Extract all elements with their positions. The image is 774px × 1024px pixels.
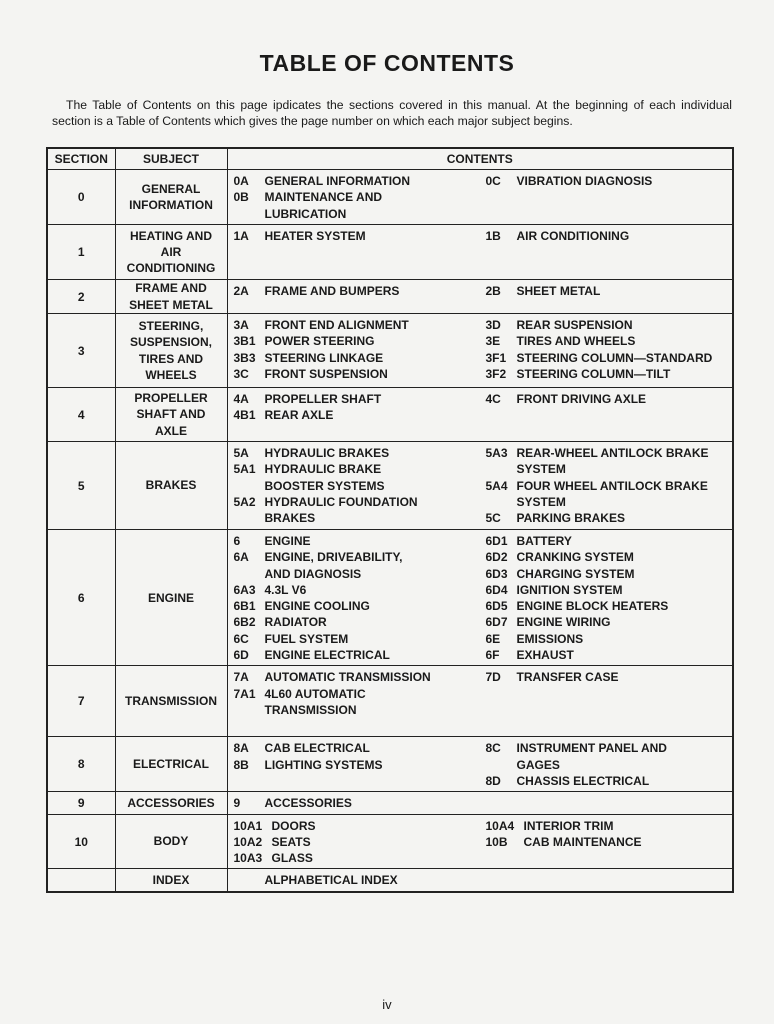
entry-title: HEATER SYSTEM <box>264 229 366 243</box>
entry-code: 0C <box>485 174 501 188</box>
contents-columns <box>234 173 727 222</box>
entry-title: MAINTENANCE AND <box>264 190 383 205</box>
entry-title: RADIATOR <box>264 615 327 630</box>
subject-line: AIR <box>160 244 182 259</box>
contents-columns <box>234 669 727 718</box>
entry-code <box>234 206 265 222</box>
subject-line: TRANSMISSION <box>124 694 217 709</box>
contents-columns <box>234 317 727 382</box>
entry-title: VIBRATION DIAGNOSIS <box>516 174 653 188</box>
entry-title: TRANSMISSION <box>264 702 357 717</box>
contents-entry <box>486 631 727 647</box>
header-contents: CONTENTS <box>227 148 733 170</box>
contents-entry <box>234 757 486 773</box>
page-title: TABLE OF CONTENTS <box>259 50 515 76</box>
contents-left-column <box>234 228 486 244</box>
entry-code: 6D1 <box>485 534 508 548</box>
contents-entry <box>234 206 486 222</box>
entry-title: POWER STEERING <box>264 334 375 349</box>
subject-line: ELECTRICAL <box>133 757 209 772</box>
table-row <box>47 280 733 314</box>
contents-entry <box>486 598 727 614</box>
entry-title: AND DIAGNOSIS <box>264 566 362 581</box>
table-row <box>47 869 733 892</box>
section-subject <box>115 388 227 442</box>
entry-title: INTERIOR TRIM <box>523 818 614 833</box>
entry-title: 4L60 AUTOMATIC <box>264 686 366 701</box>
section-contents <box>227 388 733 442</box>
contents-right-column <box>486 391 727 424</box>
section-subject <box>115 442 227 530</box>
subject-line: WHEELS <box>145 367 197 382</box>
section-contents <box>227 530 733 666</box>
entry-code: 10B <box>485 834 508 849</box>
contents-left-column <box>234 872 486 888</box>
entry-title: PROPELLER SHAFT <box>264 392 382 406</box>
entry-code: 5C <box>485 511 501 526</box>
subject-line: INDEX <box>152 872 190 887</box>
entry-code <box>234 510 265 526</box>
contents-entry <box>234 631 486 647</box>
entry-title: CHASSIS ELECTRICAL <box>516 773 650 788</box>
section-number: 5 <box>47 442 115 530</box>
entry-code: 8D <box>485 773 501 788</box>
contents-right-column <box>486 317 727 382</box>
contents-right-column <box>486 228 727 244</box>
contents-entry <box>234 566 486 582</box>
contents-right-column <box>486 795 727 811</box>
contents-right-column <box>486 283 727 299</box>
entry-title: DOORS <box>271 818 316 833</box>
contents-left-column <box>234 669 486 718</box>
contents-entry <box>486 350 727 366</box>
contents-entry <box>486 647 727 663</box>
entry-code: 3C <box>233 366 249 381</box>
entry-title: TRANSFER CASE <box>516 670 619 685</box>
entry-title: EXHAUST <box>516 648 574 663</box>
entry-code: 3B3 <box>233 350 256 365</box>
entry-code: 6B1 <box>233 599 256 614</box>
entry-code: 3E <box>485 334 501 349</box>
contents-entry <box>234 614 486 630</box>
entry-code: 0A <box>233 174 249 188</box>
contents-columns <box>234 283 727 299</box>
entry-code: 3F1 <box>485 350 507 365</box>
section-contents <box>227 442 733 530</box>
table-row <box>47 530 733 666</box>
contents-entry <box>234 445 486 461</box>
section-number: 10 <box>47 814 115 869</box>
contents-entry <box>234 350 486 366</box>
section-number: 7 <box>47 666 115 737</box>
entry-code: 2A <box>233 284 249 298</box>
contents-entry <box>234 228 486 244</box>
entry-code: 10A4 <box>485 818 515 833</box>
section-contents <box>227 869 733 892</box>
header-subject: SUBJECT <box>115 148 227 170</box>
entry-code: 3F2 <box>485 366 507 381</box>
subject-line: SUSPENSION, <box>129 335 213 350</box>
entry-code: 6D2 <box>485 550 508 565</box>
contents-left-column <box>234 818 486 867</box>
contents-left-column <box>234 740 486 789</box>
entry-code: 7A1 <box>233 686 256 701</box>
contents-entry <box>234 333 486 349</box>
contents-entry <box>486 510 727 526</box>
contents-entry <box>486 391 727 407</box>
header-section: SECTION <box>47 148 115 170</box>
contents-entry <box>234 647 486 663</box>
entry-code: 6D3 <box>485 566 508 581</box>
entry-code: 5A2 <box>233 494 256 509</box>
section-subject <box>115 170 227 225</box>
subject-line: FRAME AND <box>135 281 207 296</box>
entry-title: EMISSIONS <box>516 631 584 646</box>
subject-line: TIRES AND <box>138 351 204 366</box>
entry-title: ENGINE <box>264 534 311 548</box>
subject-line: PROPELLER <box>134 391 208 406</box>
entry-title: FRONT END ALIGNMENT <box>264 318 409 332</box>
entry-code: 8B <box>233 757 249 772</box>
contents-entry <box>486 533 727 549</box>
entry-title: HYDRAULIC FOUNDATION <box>264 494 418 509</box>
contents-entry <box>234 834 486 850</box>
subject-line: ENGINE <box>147 590 194 605</box>
contents-left-column <box>234 445 486 526</box>
section-contents <box>227 314 733 388</box>
entry-title: AIR CONDITIONING <box>516 229 630 243</box>
entry-title: ENGINE COOLING <box>264 599 370 614</box>
section-contents <box>227 814 733 869</box>
entry-title: AUTOMATIC TRANSMISSION <box>264 670 431 685</box>
entry-title: FRAME AND BUMPERS <box>264 284 400 298</box>
table-row <box>47 442 733 530</box>
contents-right-column <box>486 669 727 718</box>
contents-columns <box>234 872 727 888</box>
entry-title: INSTRUMENT PANEL AND <box>516 741 667 756</box>
entry-title: REAR SUSPENSION <box>516 318 633 332</box>
entry-title: LIGHTING SYSTEMS <box>264 757 383 772</box>
entry-code: 6F <box>485 648 500 663</box>
entry-code: 6D7 <box>485 615 508 630</box>
entry-title: STEERING COLUMN—TILT <box>516 366 671 381</box>
entry-title: CRANKING SYSTEM <box>516 550 634 565</box>
contents-entry <box>486 834 727 850</box>
entry-code: 6A3 <box>233 582 256 597</box>
entry-code: 4A <box>233 392 249 406</box>
contents-left-column <box>234 317 486 382</box>
contents-entry <box>234 818 486 834</box>
contents-left-column <box>234 283 486 299</box>
contents-entry <box>234 702 486 718</box>
contents-entry <box>234 740 486 756</box>
subject-line: BODY <box>153 834 189 849</box>
entry-code <box>234 702 265 718</box>
subject-line: BRAKES <box>145 478 197 493</box>
contents-entry <box>234 189 486 205</box>
section-contents <box>227 280 733 314</box>
entry-title: BOOSTER SYSTEMS <box>264 478 385 493</box>
entry-title: BRAKES <box>264 511 316 526</box>
section-number <box>47 869 115 892</box>
contents-entry <box>234 582 486 598</box>
entry-title: ENGINE WIRING <box>516 615 611 630</box>
subject-line: SHAFT AND <box>136 407 206 422</box>
entry-title: SYSTEM <box>516 462 566 477</box>
entry-title: CAB ELECTRICAL <box>264 741 370 756</box>
contents-entry <box>486 333 727 349</box>
contents-entry <box>234 478 486 494</box>
contents-right-column <box>486 740 727 789</box>
section-subject <box>115 792 227 814</box>
contents-left-column <box>234 391 486 424</box>
entry-title: FOUR WHEEL ANTILOCK BRAKE <box>516 478 708 493</box>
section-number: 0 <box>47 170 115 225</box>
table-row <box>47 792 733 814</box>
contents-entry <box>234 407 486 423</box>
entry-title: STEERING LINKAGE <box>264 350 384 365</box>
contents-columns <box>234 533 727 663</box>
entry-title: FUEL SYSTEM <box>264 631 349 646</box>
intro-paragraph: The Table of Contents on this page ipdicates the sections covered in this manual. At the beginning of each individual section is a Table of Contents which gives the page number on which each major subject begins. <box>52 98 732 128</box>
section-contents <box>227 737 733 792</box>
entry-code: 6D <box>233 648 249 663</box>
subject-line: ACCESSORIES <box>127 795 215 810</box>
entry-code <box>234 566 265 582</box>
contents-right-column <box>486 872 727 888</box>
contents-entry <box>486 173 727 189</box>
entry-title: SHEET METAL <box>516 284 601 298</box>
entry-title: REAR AXLE <box>264 408 334 423</box>
entry-code: 6A <box>233 550 249 565</box>
contents-entry <box>234 510 486 526</box>
contents-entry <box>486 494 727 510</box>
subject-line: INFORMATION <box>129 198 213 212</box>
contents-entry <box>486 614 727 630</box>
entry-title: SEATS <box>271 834 311 849</box>
entry-title: TIRES AND WHEELS <box>516 334 636 349</box>
contents-columns <box>234 391 727 424</box>
section-subject <box>115 666 227 737</box>
entry-code: 6 <box>233 534 241 548</box>
subject-line: GENERAL <box>141 181 201 196</box>
entry-code: 6D4 <box>485 582 508 597</box>
contents-entry <box>486 317 727 333</box>
contents-left-column <box>234 173 486 222</box>
entry-title: HYDRAULIC BRAKE <box>264 462 382 477</box>
contents-entry <box>486 283 727 299</box>
subject-line: CONDITIONING <box>126 261 216 276</box>
contents-entry <box>486 773 727 789</box>
entry-title: 4.3L V6 <box>264 582 307 597</box>
table-row <box>47 814 733 869</box>
contents-entry <box>486 445 727 461</box>
toc-table <box>46 147 734 893</box>
contents-entry <box>234 366 486 382</box>
contents-entry <box>486 757 727 773</box>
entry-code: 9 <box>233 796 241 811</box>
contents-entry <box>234 317 486 333</box>
subject-line: AXLE <box>154 423 187 438</box>
entry-code: 5A3 <box>485 446 508 460</box>
contents-entry <box>234 795 486 811</box>
contents-entry <box>234 598 486 614</box>
contents-entry <box>486 740 727 756</box>
section-subject <box>115 225 227 280</box>
entry-title: BATTERY <box>516 534 572 548</box>
entry-code: 3D <box>485 318 501 332</box>
section-number: 6 <box>47 530 115 666</box>
entry-code <box>234 478 265 494</box>
section-number: 2 <box>47 280 115 314</box>
entry-title: GENERAL INFORMATION <box>264 174 411 188</box>
table-header-row <box>47 148 733 170</box>
entry-title: FRONT SUSPENSION <box>264 366 388 381</box>
entry-code: 10A3 <box>233 851 263 866</box>
contents-entry <box>234 872 486 888</box>
table-row <box>47 170 733 225</box>
entry-code: 1A <box>233 229 249 243</box>
contents-entry <box>234 850 486 866</box>
entry-title: FRONT DRIVING AXLE <box>516 392 647 406</box>
entry-title: CHARGING SYSTEM <box>516 566 635 581</box>
table-row <box>47 225 733 280</box>
contents-columns <box>234 445 727 526</box>
entry-title: LUBRICATION <box>264 206 347 221</box>
contents-left-column <box>234 533 486 663</box>
entry-code: 4C <box>485 392 501 406</box>
section-subject <box>115 814 227 869</box>
contents-columns <box>234 740 727 789</box>
section-number: 1 <box>47 225 115 280</box>
contents-entry <box>234 283 486 299</box>
entry-code: 4B1 <box>233 408 256 423</box>
entry-code: 5A4 <box>485 478 508 493</box>
entry-code <box>486 461 517 477</box>
entry-code: 6E <box>485 631 501 646</box>
entry-title: HYDRAULIC BRAKES <box>264 446 390 460</box>
entry-title: ENGINE BLOCK HEATERS <box>516 599 669 614</box>
contents-entry <box>486 549 727 565</box>
section-contents <box>227 170 733 225</box>
section-subject <box>115 869 227 892</box>
entry-title: PARKING BRAKES <box>516 511 625 526</box>
entry-code: 6D5 <box>485 599 508 614</box>
section-subject <box>115 314 227 388</box>
table-row <box>47 666 733 737</box>
contents-entry <box>234 686 486 702</box>
contents-right-column <box>486 818 727 867</box>
section-number: 9 <box>47 792 115 814</box>
table-row <box>47 314 733 388</box>
section-subject <box>115 530 227 666</box>
contents-entry <box>234 461 486 477</box>
entry-code: 7D <box>485 670 501 685</box>
contents-right-column <box>486 445 727 526</box>
entry-code: 10A1 <box>233 818 263 833</box>
section-number: 8 <box>47 737 115 792</box>
entry-title: SYSTEM <box>516 494 566 509</box>
contents-entry <box>486 818 727 834</box>
contents-right-column <box>486 533 727 663</box>
entry-code: 7A <box>233 670 249 685</box>
contents-entry <box>234 549 486 565</box>
contents-entry <box>234 173 486 189</box>
section-number: 4 <box>47 388 115 442</box>
entry-code: 3A <box>233 318 249 332</box>
subject-line: HEATING AND <box>130 228 212 243</box>
entry-title: ENGINE ELECTRICAL <box>264 648 390 663</box>
entry-title: ALPHABETICAL INDEX <box>264 873 398 888</box>
entry-code: 6B2 <box>233 615 256 630</box>
subject-line: STEERING, <box>138 318 204 333</box>
entry-code: 2B <box>485 284 501 298</box>
section-contents <box>227 792 733 814</box>
entry-code <box>486 757 517 773</box>
contents-entry <box>486 228 727 244</box>
contents-entry <box>234 391 486 407</box>
entry-code: 0B <box>233 190 249 205</box>
entry-code: 3B1 <box>233 334 256 349</box>
entry-title: GLASS <box>271 851 313 866</box>
entry-code <box>234 872 265 888</box>
entry-code: 5A <box>233 446 249 460</box>
contents-left-column <box>234 795 486 811</box>
contents-entry <box>234 494 486 510</box>
contents-entry <box>486 461 727 477</box>
entry-title: REAR-WHEEL ANTILOCK BRAKE <box>516 446 709 460</box>
entry-code: 1B <box>485 229 501 243</box>
contents-entry <box>486 669 727 685</box>
entry-code <box>486 494 517 510</box>
subject-line: SHEET METAL <box>129 297 213 312</box>
section-subject <box>115 737 227 792</box>
entry-code: 8C <box>485 741 501 756</box>
contents-columns <box>234 795 727 811</box>
entry-title: CAB MAINTENANCE <box>523 834 642 849</box>
entry-title: STEERING COLUMN—STANDARD <box>516 350 713 365</box>
contents-entry <box>486 582 727 598</box>
section-subject <box>115 280 227 314</box>
section-number: 3 <box>47 314 115 388</box>
contents-columns <box>234 818 727 867</box>
entry-code: 8A <box>233 741 249 756</box>
table-row <box>47 737 733 792</box>
contents-entry <box>486 366 727 382</box>
entry-code: 5A1 <box>233 462 256 477</box>
entry-title: ACCESSORIES <box>264 796 352 811</box>
page-number: iv <box>382 997 392 1012</box>
contents-entry <box>486 566 727 582</box>
entry-title: IGNITION SYSTEM <box>516 582 623 597</box>
section-contents <box>227 225 733 280</box>
entry-title: GAGES <box>516 757 560 772</box>
entry-code: 6C <box>233 631 249 646</box>
contents-entry <box>234 533 486 549</box>
contents-right-column <box>486 173 727 222</box>
entry-title: ENGINE, DRIVEABILITY, <box>264 550 403 565</box>
entry-code: 10A2 <box>233 834 263 849</box>
contents-entry <box>234 669 486 685</box>
section-contents <box>227 666 733 737</box>
table-row <box>47 388 733 442</box>
contents-columns <box>234 228 727 244</box>
contents-entry <box>486 478 727 494</box>
